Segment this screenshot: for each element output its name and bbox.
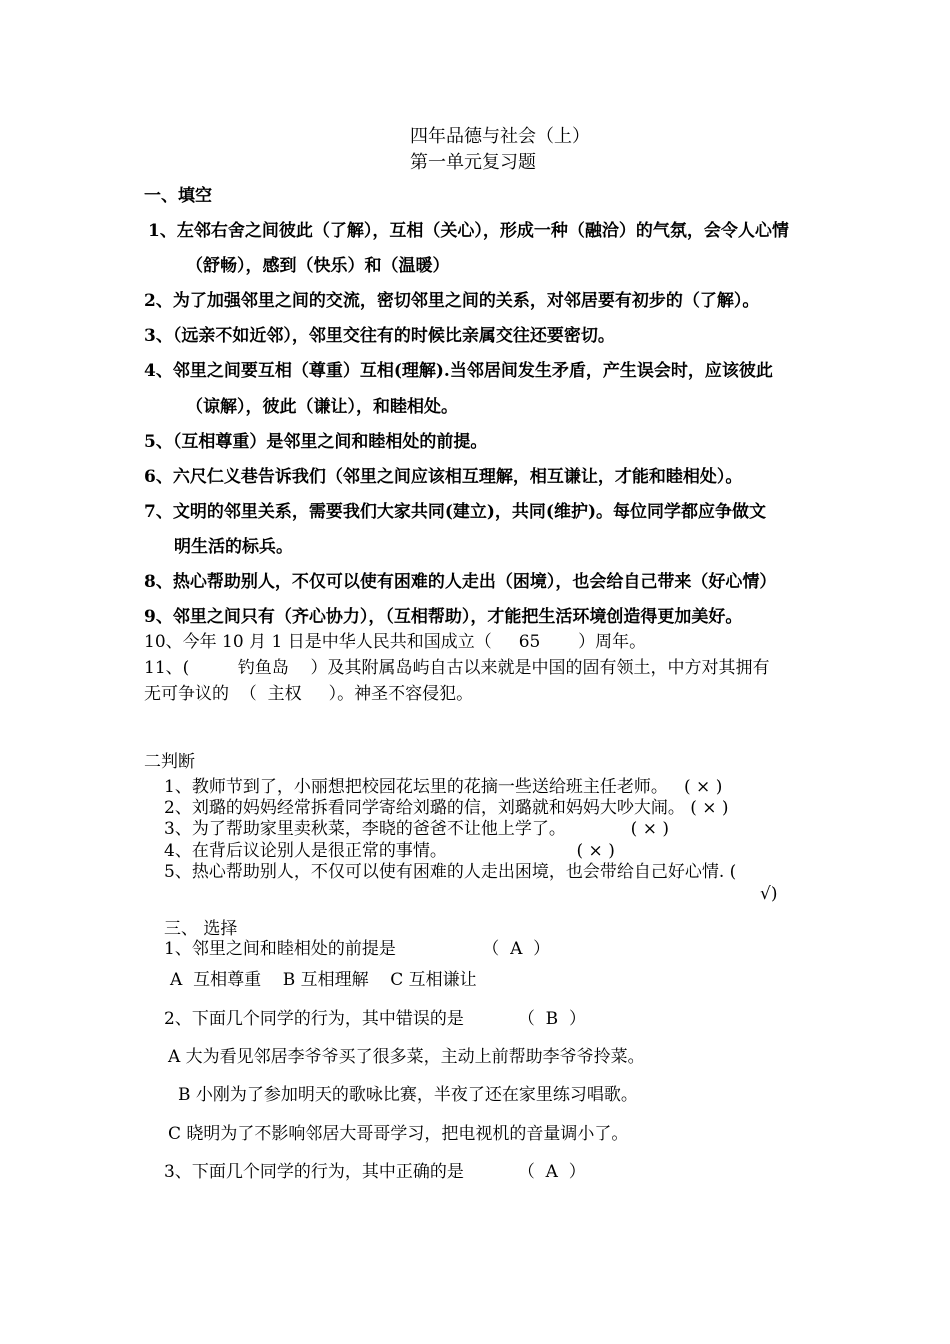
- fill-q7-line1: 7、文明的邻里关系，需要我们大家共同(建立)，共同(维护)。每位同学都应争做文: [144, 502, 767, 522]
- fill-q4-line2: （谅解），彼此（谦让），和睦相处。: [186, 397, 458, 417]
- fill-q1-line1: 1、左邻右舍之间彼此（了解），互相（关心），形成一种（融洽）的气氛，会令人心情: [148, 221, 789, 241]
- section-choice-heading: 三、 选择: [164, 919, 238, 939]
- choice-q1: 1、邻里之间和睦相处的前提是 （ A ）: [164, 939, 551, 959]
- fill-q3: 3、（远亲不如近邻），邻里交往有的时候比亲属交往还要密切。: [144, 326, 615, 346]
- choice-q2-option-a: A 大为看见邻居李爷爷买了很多菜，主动上前帮助李爷爷拎菜。: [168, 1047, 645, 1067]
- section-judge-heading: 二判断: [144, 752, 195, 772]
- doc-title: 四年品德与社会（上）: [410, 126, 590, 147]
- judge-q5: 5、热心帮助别人，不仅可以使有困难的人走出困境，也会带给自己好心情. (: [164, 862, 737, 882]
- choice-q1-options: A 互相尊重 B 互相理解 C 互相谦让: [170, 970, 477, 990]
- choice-q3: 3、下面几个同学的行为，其中正确的是 （ A ）: [164, 1162, 586, 1182]
- judge-q4: 4、在背后议论别人是很正常的事情。 ( × ): [164, 841, 615, 861]
- fill-q2: 2、为了加强邻里之间的交流，密切邻里之间的关系，对邻居要有初步的（了解）。: [144, 291, 760, 311]
- fill-q10: 10、今年 10 月 1 日是中华人民共和国成立（ 65 ）周年。: [144, 632, 647, 652]
- section-fill-heading: 一、填空: [144, 186, 212, 206]
- fill-q11-line1: 11、( 钓鱼岛 ）及其附属岛屿自古以来就是中国的固有领土，中方对其拥有: [144, 658, 770, 678]
- choice-q2-option-b: B 小刚为了参加明天的歌咏比赛，半夜了还在家里练习唱歌。: [178, 1085, 638, 1105]
- fill-q1-line2: （舒畅），感到（快乐）和（温暖）: [186, 256, 450, 276]
- fill-q5: 5、（互相尊重）是邻里之间和睦相处的前提。: [144, 432, 488, 452]
- judge-q2: 2、刘璐的妈妈经常拆看同学寄给刘璐的信，刘璐就和妈妈大吵大闹。 ( × ): [164, 798, 729, 818]
- fill-q11-line2: 无可争议的 （ 主权 ）。神圣不容侵犯。: [144, 684, 474, 704]
- judge-q3: 3、为了帮助家里卖秋菜，李晓的爸爸不让他上学了。 ( × ): [164, 819, 669, 839]
- judge-q5-answer: √): [760, 884, 778, 904]
- fill-q9: 9、邻里之间只有（齐心协力），（互相帮助），才能把生活环境创造得更加美好。: [144, 607, 743, 627]
- fill-q7-line2: 明生活的标兵。: [174, 537, 293, 557]
- fill-q6: 6、六尺仁义巷告诉我们（邻里之间应该相互理解，相互谦让，才能和睦相处）。: [144, 467, 743, 487]
- fill-q4-line1: 4、邻里之间要互相（尊重）互相(理解).当邻居间发生矛盾，产生误会时，应该彼此: [144, 361, 773, 381]
- fill-q8: 8、热心帮助别人，不仅可以使有困难的人走出（困境），也会给自己带来（好心情）: [144, 572, 777, 592]
- doc-subtitle: 第一单元复习题: [410, 152, 536, 173]
- judge-q1: 1、教师节到了，小丽想把校园花坛里的花摘一些送给班主任老师。 ( × ): [164, 777, 723, 797]
- choice-q2-option-c: C 晓明为了不影响邻居大哥哥学习，把电视机的音量调小了。: [168, 1124, 629, 1144]
- choice-q2: 2、下面几个同学的行为，其中错误的是 （ B ）: [164, 1009, 586, 1029]
